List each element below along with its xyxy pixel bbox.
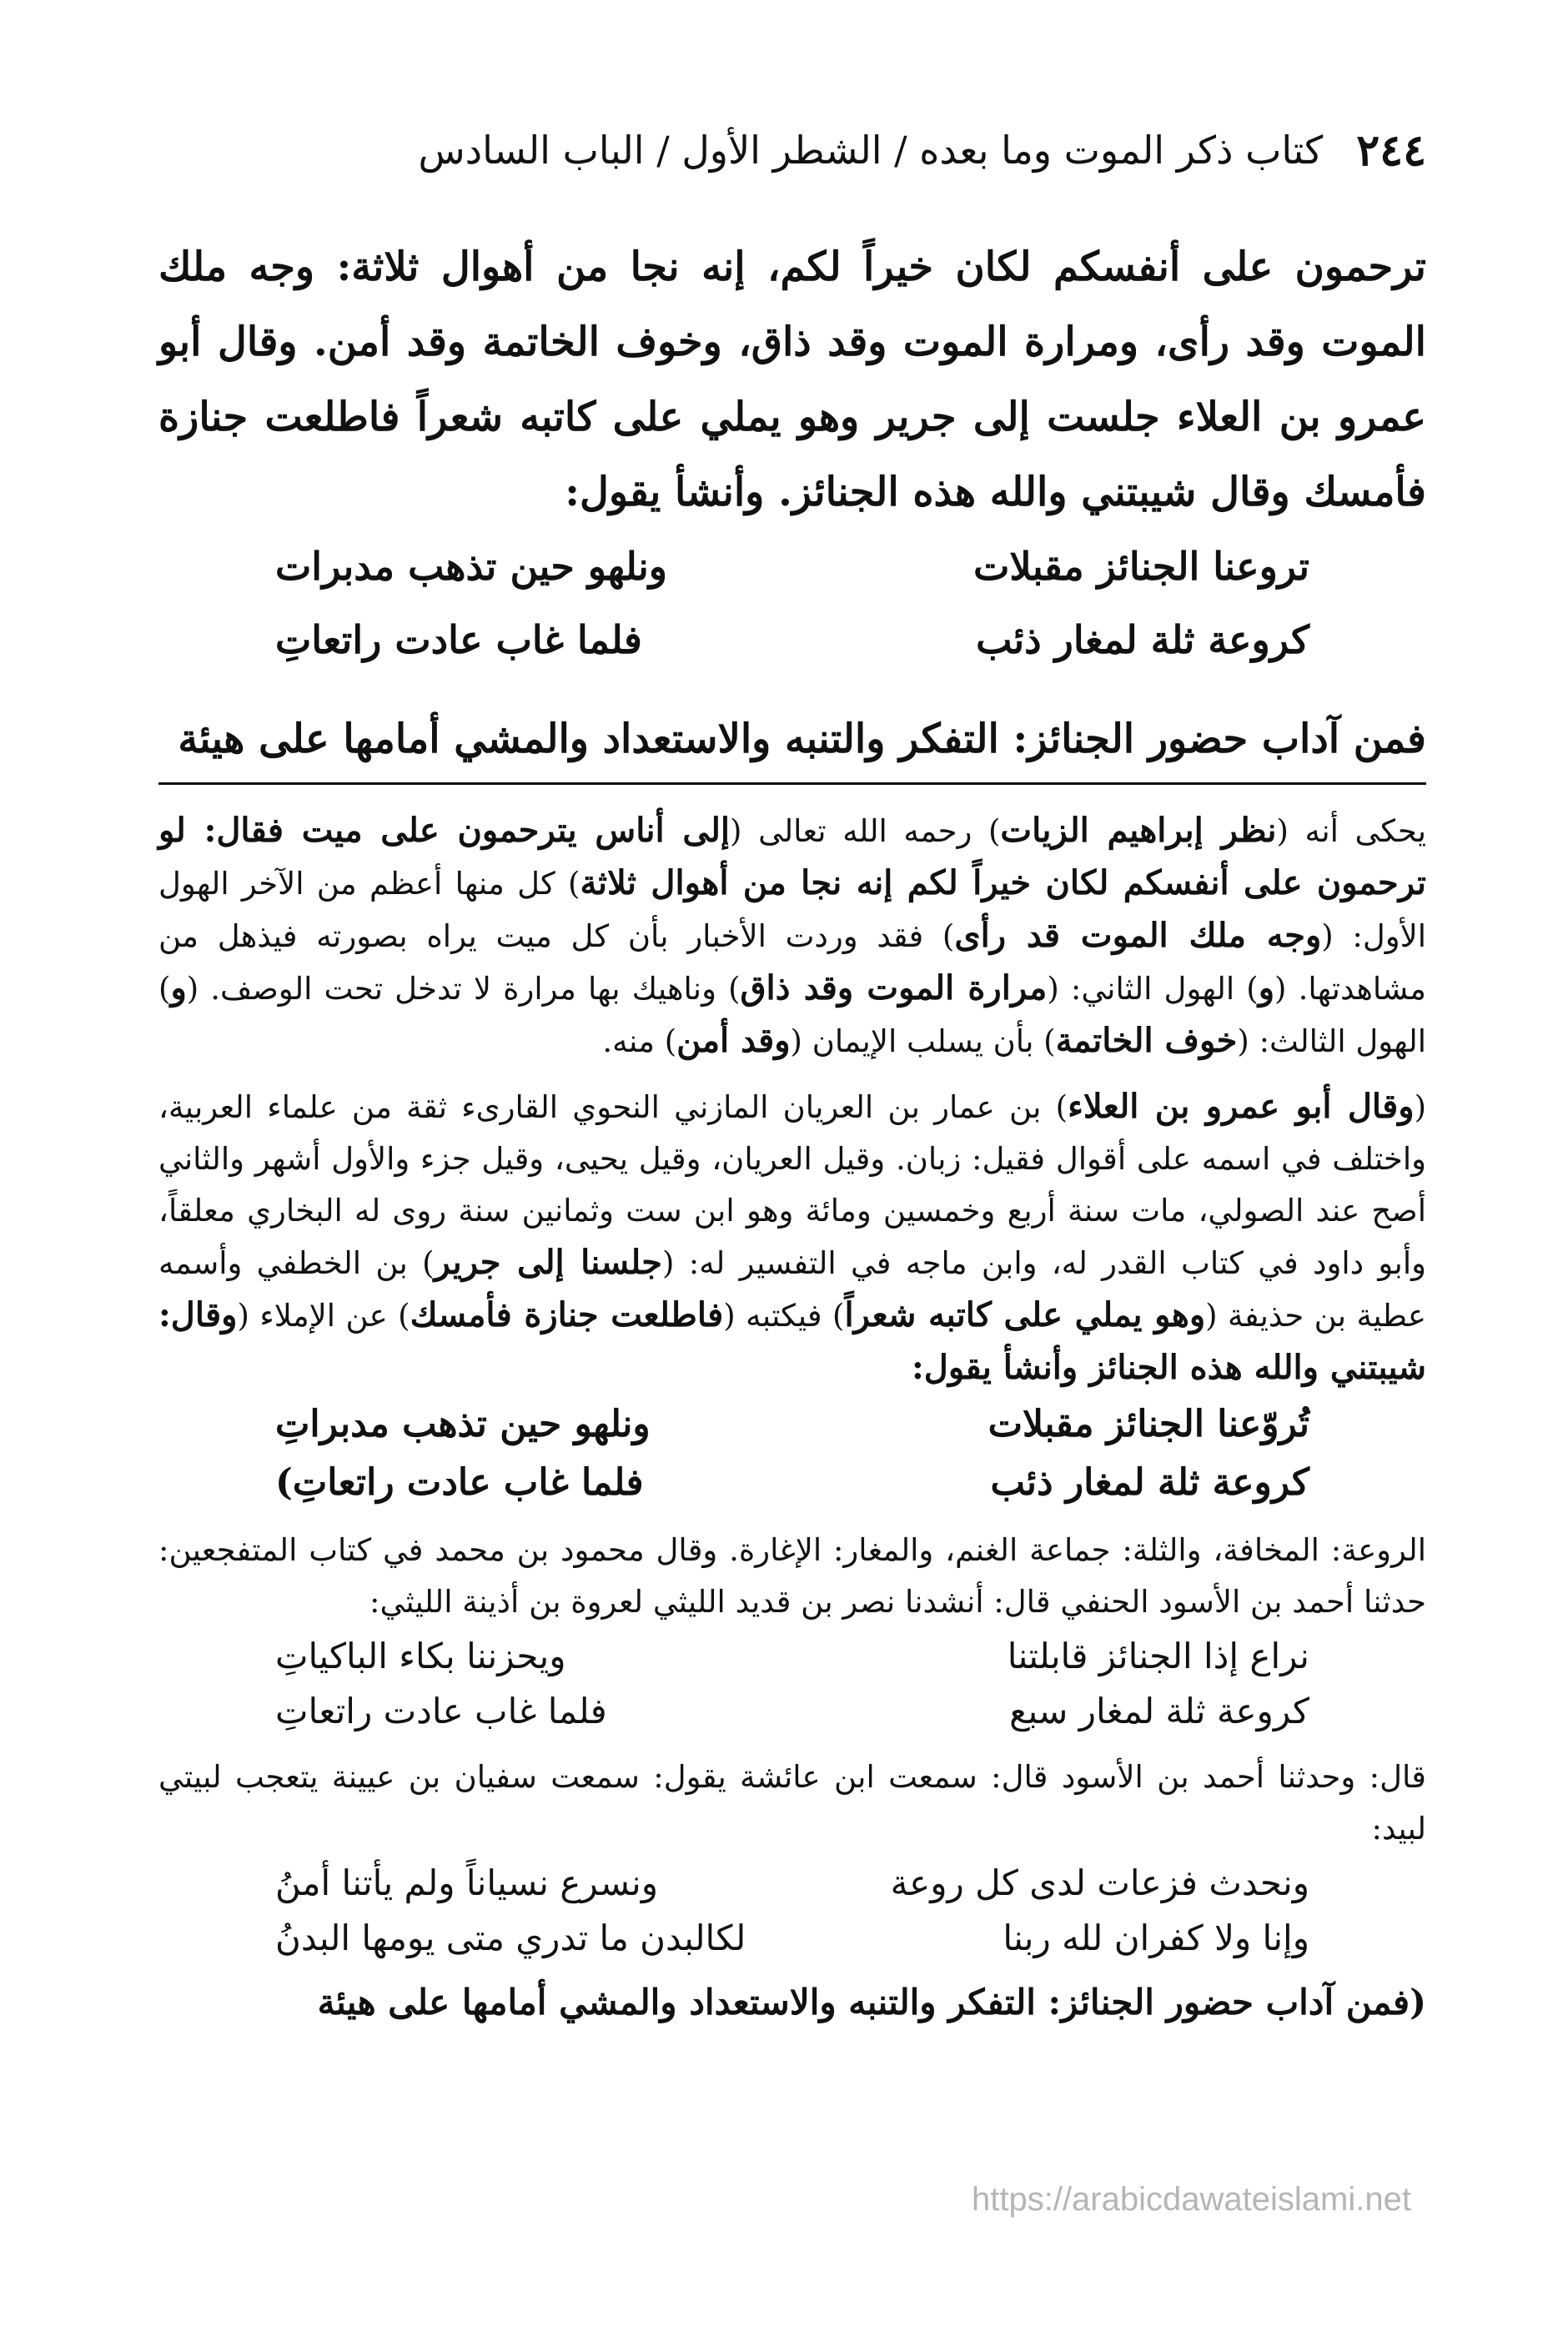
commentary-paragraph: (وقال أبو عمرو بن العلاء) بن عمار بن العريان المازني النحوي القارىء ثقة من علماء العربية، واختلف في اسمه على أقوال فقيل: زبان. وقيل العريان، وقيل يحيى، وقيل جزء والأول أشهر والثاني أصح عند الصولي، مات سنة أربع وخمسين ومائة وهو ابن ست وثمانين سنة روى له البخاري معلقاً، وأبو داود في كتاب القدر له، وابن ماجه في التفسير له: (جلسنا إلى جرير) بن الخطفي وأسمه عطية بن حذيفة (وهو يملي على كاتبه شعراً) فيكتبه (فاطلعت جنازة فأمسك) عن الإملاء (وقال: شيبتني والله هذه الجنائز وأنشأ يقول:: [158, 1087, 1426, 1387]
verse-line: [158, 603, 1426, 676]
commentary-verses: [158, 1395, 1426, 1511]
verse-second-hemistich: فلما غاب عادت راتعاتِ: [275, 1690, 607, 1731]
watermark-url: https://arabicdawateislami.net: [972, 2181, 1411, 2218]
main-text: [158, 229, 1426, 776]
verse-line: [158, 1628, 1426, 1683]
verse-line: [158, 1683, 1426, 1738]
verse-first-hemistich: كروعة ثلة لمغار سبع: [1009, 1690, 1309, 1731]
verse-first-hemistich: ونحدث فزعات لدى كل روعة: [890, 1862, 1309, 1903]
verse-line: [158, 1453, 1426, 1511]
commentary-paragraph: الروعة: المخافة، والثلة: جماعة الغنم، والمغار: الإغارة. وقال محمود بن محمد في كتاب المتفجعين: حدثنا أحمد بن الأسود الحنفي قال: أنشدنا نصر بن قديد الليثي لعروة بن أذينة الليثي:: [158, 1532, 1426, 1620]
verse-first-hemistich: تروعنا الجنائز مقبلات: [973, 544, 1309, 589]
main-closing-line: فمن آداب حضور الجنائز: التفكر والتنبه والاستعداد والمشي أمامها على هيئة: [178, 716, 1426, 762]
verse-line: [158, 1910, 1426, 1965]
verse-second-hemistich: ونلهو حين تذهب مدبرات: [275, 544, 668, 589]
commentary-paragraph: يحكى أنه (نظر إبراهيم الزيات) رحمه الله تعالى (إلى أناس يترحمون على ميت فقال: لو ترحمون على أنفسكم لكان خيراً لكم إنه نجا من أهوال ثلاثة) كل منها أعظم من الآخر الهول الأول: (وجه ملك الموت قد رأى) فقد وردت الأخبار بأن كل ميت يراه بصورته فيذهل من مشاهدتها. (و) الهول الثاني: (مرارة الموت وقد ذاق) وناهيك بها مرارة لا تدخل تحت الوصف. (و) الهول الثالث: (خوف الخاتمة) بأن يسلب الإيمان (وقد أمن) منه.: [158, 811, 1427, 1060]
verse-second-hemistich: لكالبدن ما تدري متى يومها البدنُ: [275, 1917, 746, 1958]
commentary: [158, 805, 1426, 2032]
verse-line: [158, 530, 1426, 603]
commentary-closing-line: (فمن آداب حضور الجنائز: التفكر والتنبه والاستعداد والمشي أمامها على هيئة: [317, 1982, 1426, 2023]
verse-line: [158, 1855, 1426, 1910]
verse-first-hemistich: كروعة ثلة لمغار ذئب: [976, 617, 1309, 662]
verse-first-hemistich: كروعة ثلة لمغار ذئب: [990, 1460, 1309, 1504]
verse-first-hemistich: نراع إذا الجنائز قابلتنا: [1007, 1635, 1309, 1676]
verse-line: [158, 1395, 1426, 1453]
verse-second-hemistich: فلما غاب عادت راتعاتِ: [275, 617, 642, 662]
page-header: [158, 117, 1426, 183]
verse-second-hemistich: ويحزننا بكاء الباكياتِ: [275, 1635, 566, 1676]
verse-first-hemistich: وإنا ولا كفران لله ربنا: [1003, 1917, 1309, 1958]
main-paragraph: ترحمون على أنفسكم لكان خيراً لكم، إنه نجا من أهوال ثلاثة: وجه ملك الموت وقد رأى، ومرارة الموت وقد ذاق، وخوف الخاتمة وقد أمن. وقال أبو عمرو بن العلاء جلست إلى جرير وهو يملي على كاتبه شعراً فاطلعت جنازة فأمسك وقال شيبتني والله هذه الجنائز. وأنشأ يقول:: [158, 244, 1426, 515]
commentary-paragraph: قال: وحدثنا أحمد بن الأسود قال: سمعت ابن عائشة يقول: سمعت سفيان بن عيينة يتعجب لبيتي لبيد:: [158, 1759, 1426, 1847]
verse-first-hemistich: تُروّعنا الجنائز مقبلات: [988, 1402, 1309, 1445]
verse-second-hemistich: ونسرع نسياناً ولم يأتنا أمنُ: [275, 1862, 659, 1903]
commentary-verses: [158, 1628, 1426, 1738]
verse-second-hemistich: فلما غاب عادت راتعاتِ): [275, 1460, 644, 1504]
commentary-verses: [158, 1855, 1426, 1965]
verse-second-hemistich: ونلهو حين تذهب مدبراتِ: [275, 1402, 651, 1445]
page-number: ٢٤٤: [1356, 124, 1426, 176]
running-title: كتاب ذكر الموت وما بعده / الشطر الأول / الباب السادس: [418, 128, 1324, 173]
main-verses: [158, 530, 1426, 676]
section-divider: [158, 782, 1426, 785]
